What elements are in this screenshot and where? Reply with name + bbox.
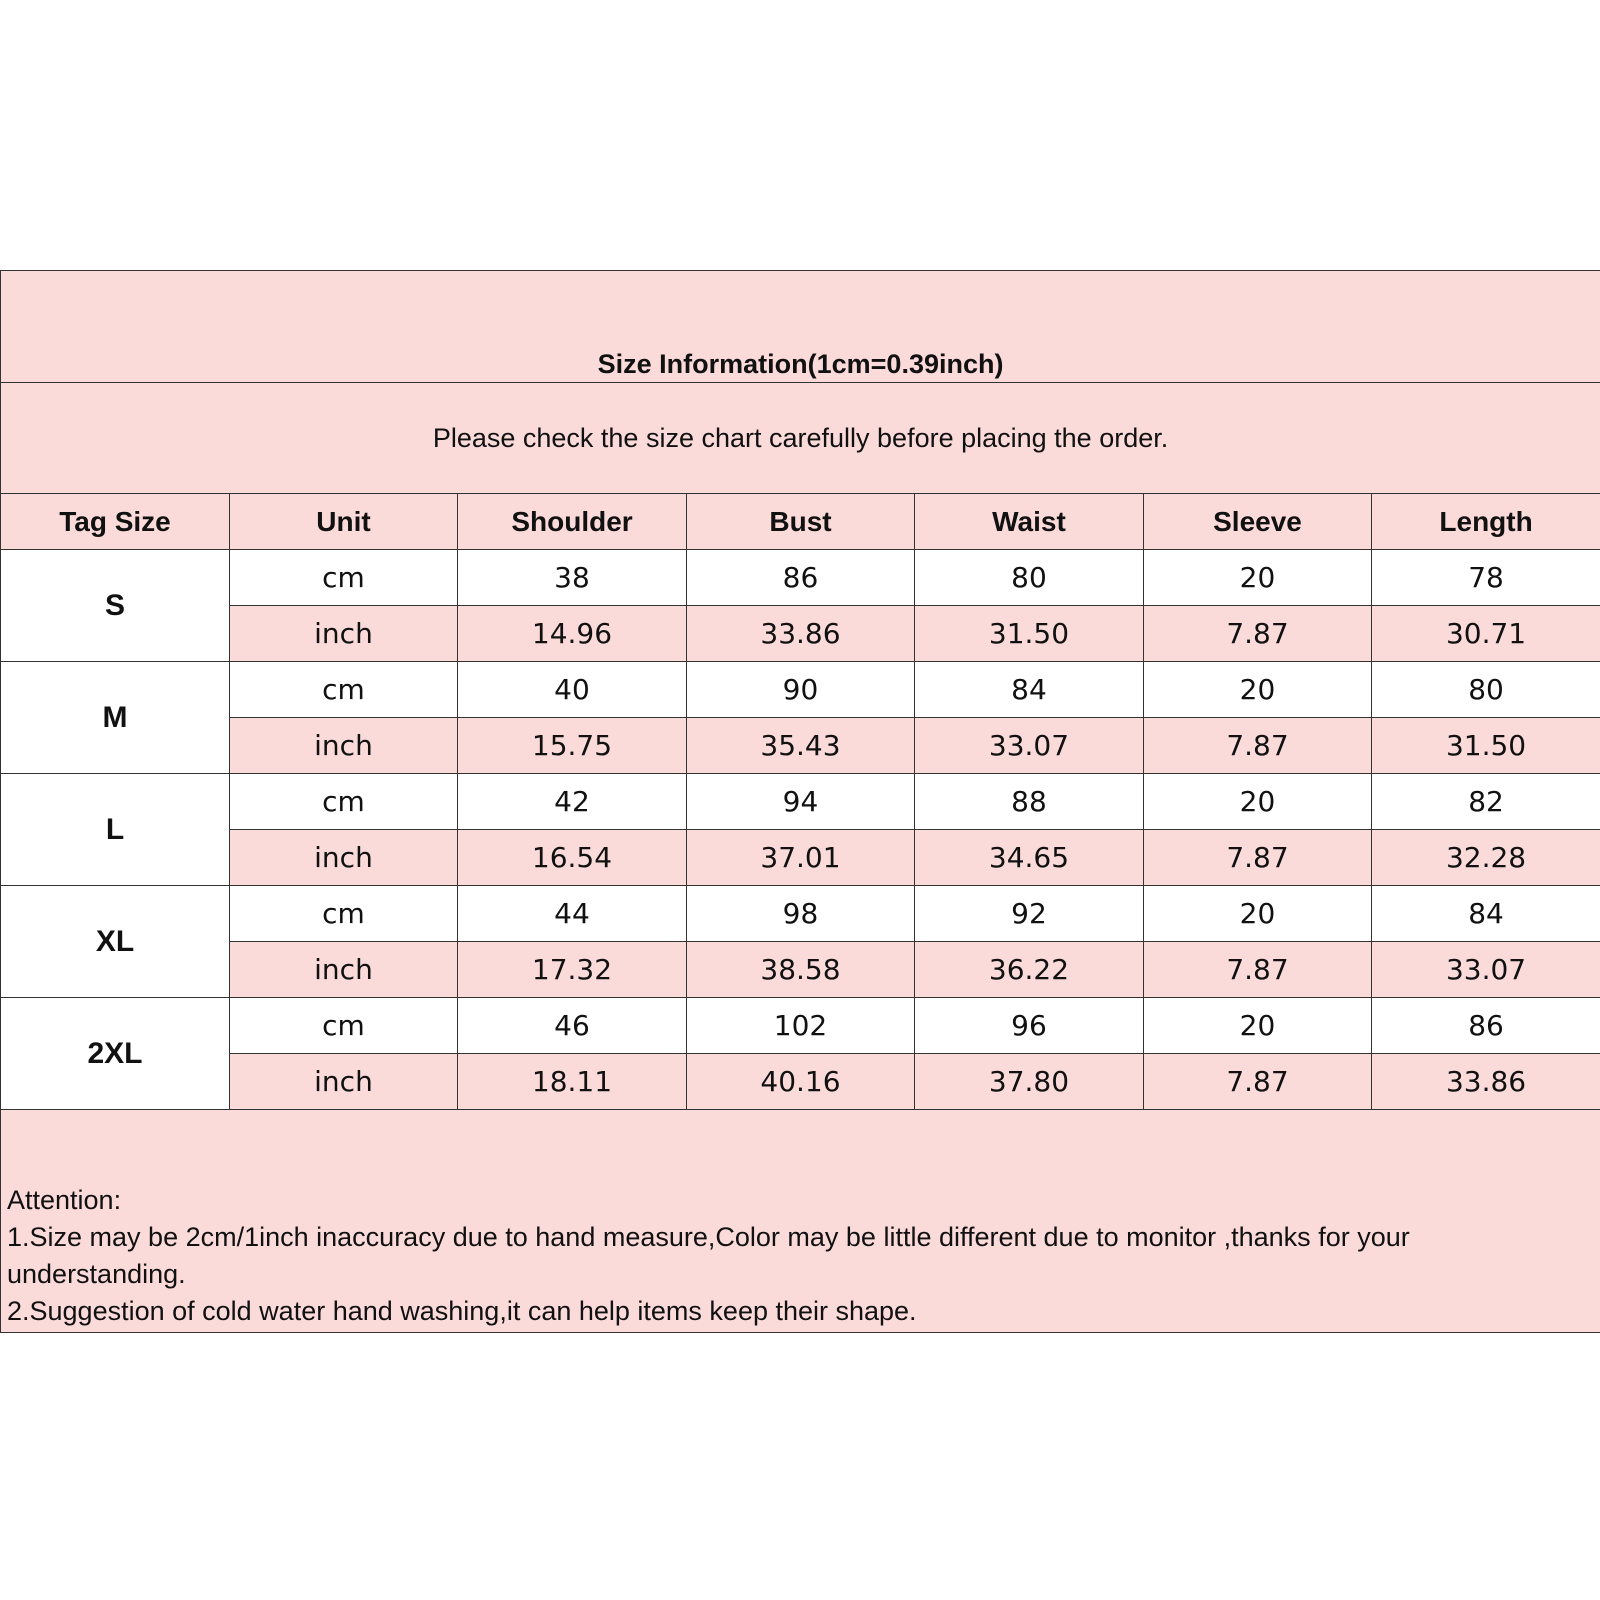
table-row xyxy=(1,550,1600,606)
shoulder-cell: 44 xyxy=(458,886,687,942)
length-cell: 30.71 xyxy=(1372,606,1600,662)
table-row xyxy=(1,830,1600,886)
shoulder-cell: 17.32 xyxy=(458,942,687,998)
size-tag-cell: S xyxy=(1,550,230,662)
waist-cell: 34.65 xyxy=(915,830,1144,886)
shoulder-cell: 18.11 xyxy=(458,1054,687,1110)
title-cell xyxy=(1,271,1600,383)
notes-line-2: 2.Suggestion of cold water hand washing,it can help items keep their shape. xyxy=(7,1296,917,1326)
unit-cell: cm xyxy=(230,998,458,1054)
sleeve-cell: 7.87 xyxy=(1144,606,1372,662)
sleeve-cell: 20 xyxy=(1144,886,1372,942)
sleeve-cell: 20 xyxy=(1144,550,1372,606)
shoulder-cell: 42 xyxy=(458,774,687,830)
shoulder-cell: 15.75 xyxy=(458,718,687,774)
sleeve-cell: 7.87 xyxy=(1144,1054,1372,1110)
size-tag-cell: XL xyxy=(1,886,230,998)
waist-cell: 88 xyxy=(915,774,1144,830)
length-cell: 32.28 xyxy=(1372,830,1600,886)
shoulder-cell: 38 xyxy=(458,550,687,606)
notes-block xyxy=(1,1182,1600,1332)
length-cell: 33.07 xyxy=(1372,942,1600,998)
sleeve-cell: 7.87 xyxy=(1144,942,1372,998)
table-row xyxy=(1,1054,1600,1110)
waist-cell: 84 xyxy=(915,662,1144,718)
size-tag-cell: L xyxy=(1,774,230,886)
header-bust: Bust xyxy=(687,494,915,550)
length-cell: 82 xyxy=(1372,774,1600,830)
subtitle: Please check the size chart carefully before placing the order. xyxy=(432,422,1169,453)
header-row xyxy=(1,494,1600,550)
shoulder-cell: 16.54 xyxy=(458,830,687,886)
shoulder-cell: 14.96 xyxy=(458,606,687,662)
size-chart-table xyxy=(0,270,1600,1333)
length-cell: 80 xyxy=(1372,662,1600,718)
subtitle-cell xyxy=(1,383,1600,494)
sleeve-cell: 7.87 xyxy=(1144,830,1372,886)
waist-cell: 36.22 xyxy=(915,942,1144,998)
size-tag-cell: M xyxy=(1,662,230,774)
unit-cell: inch xyxy=(230,830,458,886)
length-cell: 84 xyxy=(1372,886,1600,942)
unit-cell: inch xyxy=(230,718,458,774)
table-row xyxy=(1,718,1600,774)
header-unit: Unit xyxy=(230,494,458,550)
waist-cell: 31.50 xyxy=(915,606,1144,662)
page-title: Size Information(1cm=0.39inch) xyxy=(597,349,1004,379)
header-shoulder: Shoulder xyxy=(458,494,687,550)
unit-cell: inch xyxy=(230,942,458,998)
shoulder-cell: 40 xyxy=(458,662,687,718)
header-tag-size: Tag Size xyxy=(1,494,230,550)
header-waist: Waist xyxy=(915,494,1144,550)
header-sleeve: Sleeve xyxy=(1144,494,1372,550)
bust-cell: 37.01 xyxy=(687,830,915,886)
waist-cell: 80 xyxy=(915,550,1144,606)
table-row xyxy=(1,886,1600,942)
bust-cell: 102 xyxy=(687,998,915,1054)
sleeve-cell: 20 xyxy=(1144,662,1372,718)
unit-cell: inch xyxy=(230,606,458,662)
unit-cell: cm xyxy=(230,662,458,718)
waist-cell: 33.07 xyxy=(915,718,1144,774)
bust-cell: 86 xyxy=(687,550,915,606)
sleeve-cell: 7.87 xyxy=(1144,718,1372,774)
bust-cell: 35.43 xyxy=(687,718,915,774)
table-row xyxy=(1,942,1600,998)
notes-line-1: 1.Size may be 2cm/1inch inaccuracy due to hand measure,Color may be little different due to monitor ,thanks for your understanding. xyxy=(7,1222,1410,1289)
waist-cell: 92 xyxy=(915,886,1144,942)
table-row xyxy=(1,998,1600,1054)
bust-cell: 98 xyxy=(687,886,915,942)
bust-cell: 33.86 xyxy=(687,606,915,662)
sleeve-cell: 20 xyxy=(1144,998,1372,1054)
bust-cell: 40.16 xyxy=(687,1054,915,1110)
bust-cell: 38.58 xyxy=(687,942,915,998)
table-row xyxy=(1,606,1600,662)
shoulder-cell: 46 xyxy=(458,998,687,1054)
unit-cell: cm xyxy=(230,550,458,606)
bust-cell: 94 xyxy=(687,774,915,830)
size-tag-cell: 2XL xyxy=(1,998,230,1110)
header-length: Length xyxy=(1372,494,1600,550)
unit-cell: cm xyxy=(230,886,458,942)
waist-cell: 37.80 xyxy=(915,1054,1144,1110)
sleeve-cell: 20 xyxy=(1144,774,1372,830)
notes-cell xyxy=(1,1110,1600,1333)
length-cell: 31.50 xyxy=(1372,718,1600,774)
bust-cell: 90 xyxy=(687,662,915,718)
notes-heading: Attention: xyxy=(7,1185,122,1215)
unit-cell: cm xyxy=(230,774,458,830)
unit-cell: inch xyxy=(230,1054,458,1110)
waist-cell: 96 xyxy=(915,998,1144,1054)
length-cell: 33.86 xyxy=(1372,1054,1600,1110)
table-row xyxy=(1,662,1600,718)
table-row xyxy=(1,774,1600,830)
length-cell: 86 xyxy=(1372,998,1600,1054)
length-cell: 78 xyxy=(1372,550,1600,606)
